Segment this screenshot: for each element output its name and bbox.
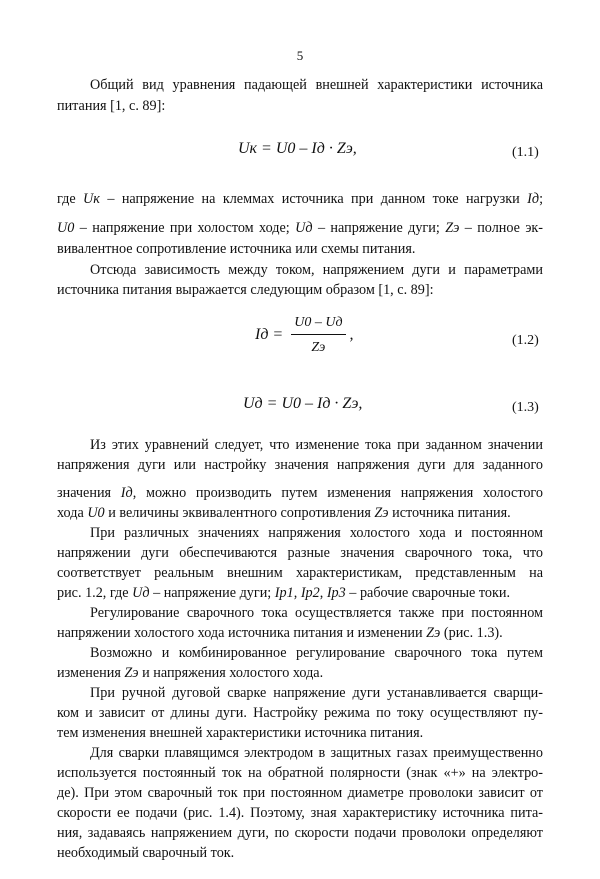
para8-line3: тем изменения внешней характеристики источника питания. — [57, 725, 424, 741]
symbol-id: Iд — [527, 191, 540, 207]
symbol-ip2: Iр2 — [300, 585, 320, 601]
symbol-ip1: Iр1 — [274, 585, 294, 601]
para9-line1: Для сварки плавящимся электродом в защитных газах преимущественно — [90, 745, 543, 761]
symbol-ud-2: Uд — [132, 585, 150, 601]
para9-line3: де). При этом сварочный ток при постоянном диаметре проволоки зависит от — [57, 785, 543, 801]
para9-line6: необходимый сварочный ток. — [57, 845, 235, 861]
para3-line1: Отсюда зависимость между током, напряжением дуги и параметрами — [90, 262, 543, 278]
symbol-ze-2: Zэ — [374, 505, 389, 521]
para5-line3: соответствует реальным внешним характеристикам, представленным на — [57, 565, 543, 581]
fraction — [291, 314, 345, 357]
para4-line1: Из этих уравнений следует, что изменение тока при заданном значении — [90, 437, 543, 453]
para8-line1: При ручной дуговой сварке напряжение дуги устанавливается сварщи- — [90, 685, 543, 701]
symbol-ud: Uд — [295, 220, 313, 236]
para2-line2: U0 – напряжение при холостом ходе; Uд – напряжение дуги; Zэ – полное эк- — [57, 220, 544, 236]
equation-1-2: Iд = $\frac{U0 - Uд}{Zэ}$ , — [255, 315, 354, 355]
symbol-uk: Uк — [83, 191, 100, 207]
symbol-ip3: Iр3 — [326, 585, 346, 601]
fraction-denominator: Zэ — [311, 340, 326, 355]
para9-line5: ния, задаваясь напряжением дуги, по скорости подачи проволоки определяют — [57, 825, 543, 841]
para6-line1: Регулирование сварочного тока осуществляется также при постоянном — [90, 605, 543, 621]
page-number: 5 — [296, 48, 304, 63]
para5-line4: рис. 1.2, где Uд – напряжение дуги; Iр1, Iр2, Iр3 – рабочие сварочные токи. — [57, 585, 511, 601]
para2-line3: вивалентное сопротивление источника или схемы питания. — [57, 241, 416, 257]
para4-line3: значения Iд, можно производить путем изменения напряжения холостого — [57, 485, 543, 501]
para4-line2: напряжения дуги или настройку значения напряжения дуги для заданного — [57, 457, 543, 473]
para7-line1: Возможно и комбинированное регулирование сварочного тока путем — [90, 645, 543, 661]
para9-line4: скорости ее подачи (рис. 1.4). Поэтому, зная характеристику источника пита- — [57, 805, 543, 821]
symbol-u0: U0 — [57, 220, 75, 236]
equation-number-1-3: (1.3) — [512, 400, 539, 415]
symbol-ze-4: Zэ — [124, 665, 139, 681]
para1-line2: питания [1, с. 89]: — [57, 98, 166, 114]
equation-number-1-1: (1.1) — [512, 145, 539, 160]
para9-line2: используется постоянный ток на обратной полярности (знак «+» на электро- — [57, 765, 543, 781]
para3-line2: источника питания выражается следующим образом [1, с. 89]: — [57, 282, 434, 298]
para8-line2: ком и зависит от длины дуги. Настройку режима по току осуществляют пу- — [57, 705, 543, 721]
para6-line2: напряжении холостого хода источника питания и изменении Zэ (рис. 1.3). — [57, 625, 503, 641]
equation-1-3: Uд = U0 – Iд · Zэ, — [243, 395, 363, 412]
para1-line1: Общий вид уравнения падающей внешней характеристики источника — [90, 77, 543, 93]
symbol-id-2: Iд — [120, 485, 133, 501]
para4-line4: хода U0 и величины эквивалентного сопротивления Zэ источника питания. — [57, 505, 511, 521]
equation-number-1-2: (1.2) — [512, 333, 539, 348]
para5-line1: При различных значениях напряжения холостого хода и постоянном — [90, 525, 543, 541]
para2-line1: где Uк – напряжение на клеммах источника при данном токе нагрузки Iд; — [57, 191, 544, 207]
symbol-ze: Zэ — [445, 220, 460, 236]
symbol-ze-3: Zэ — [426, 625, 441, 641]
fraction-numerator: U0 – Uд — [291, 314, 345, 335]
para7-line2: изменения Zэ и напряжения холостого хода. — [57, 665, 324, 681]
para5-line2: напряжении дуги обеспечиваются разные значения сварочного тока, что — [57, 545, 543, 561]
equation-1-1: Uк = U0 – Iд · Zэ, — [238, 140, 357, 157]
symbol-u0-2: U0 — [87, 505, 105, 521]
